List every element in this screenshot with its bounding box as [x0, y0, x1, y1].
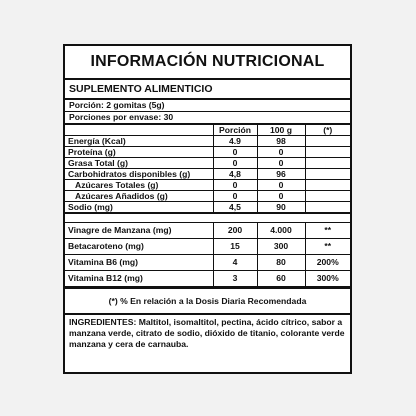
- serving-size: Porción: 2 gomitas (5g): [65, 100, 350, 112]
- nutrient-row: [65, 180, 350, 191]
- nutrient-row: [65, 147, 350, 158]
- nutrient-dv: [305, 169, 350, 180]
- header-dv: (*): [305, 125, 350, 136]
- nutrient-portion: 4,5: [213, 202, 257, 214]
- nutrient-name: Energía (Kcal): [65, 136, 213, 147]
- active-portion: 15: [213, 239, 257, 255]
- ingredients-text: INGREDIENTES: Maltitol, isomaltitol, pectina, ácido cítrico, sabor a manzana verde, citrato de sodio, dióxido de titanio, colorante verde manzana y cera de carnauba.: [69, 317, 345, 349]
- nutrient-name: Sodio (mg): [65, 202, 213, 214]
- nutrient-name: Azúcares Añadidos (g): [65, 191, 213, 202]
- daily-value-footnote: (*) % En relación a la Dosis Diaria Recomendada: [65, 287, 350, 315]
- active-per100: 80: [257, 255, 305, 271]
- nutrient-portion: 0: [213, 180, 257, 191]
- active-row: [65, 255, 350, 271]
- active-name: Vitamina B6 (mg): [65, 255, 213, 271]
- nutrient-per100: 98: [257, 136, 305, 147]
- active-dv: 300%: [305, 271, 350, 287]
- active-portion: 4: [213, 255, 257, 271]
- nutrient-dv: [305, 202, 350, 214]
- nutrient-portion: 0: [213, 191, 257, 202]
- nutrient-per100: 96: [257, 169, 305, 180]
- nutrient-portion: 4.9: [213, 136, 257, 147]
- nutrient-per100: 90: [257, 202, 305, 214]
- nutrient-dv: [305, 158, 350, 169]
- active-name: Betacaroteno (mg): [65, 239, 213, 255]
- section-gap: [65, 214, 350, 223]
- active-dv: 200%: [305, 255, 350, 271]
- nutrient-name: Grasa Total (g): [65, 158, 213, 169]
- nutrient-portion: 4,8: [213, 169, 257, 180]
- nutrient-row: [65, 136, 350, 147]
- active-row: [65, 239, 350, 255]
- nutrient-portion: 0: [213, 147, 257, 158]
- nutrient-name: Carbohidratos disponibles (g): [65, 169, 213, 180]
- active-portion: 200: [213, 223, 257, 239]
- nutrient-portion: 0: [213, 158, 257, 169]
- active-portion: 3: [213, 271, 257, 287]
- nutrient-name: Proteína (g): [65, 147, 213, 158]
- nutrient-row: [65, 202, 350, 214]
- header-empty: [65, 125, 213, 136]
- panel-subtitle: SUPLEMENTO ALIMENTICIO: [65, 80, 350, 100]
- nutrition-facts-panel: [63, 44, 352, 374]
- nutrient-per100: 0: [257, 180, 305, 191]
- header-portion: Porción: [213, 125, 257, 136]
- nutrient-dv: [305, 136, 350, 147]
- servings-per-container: Porciones por envase: 30: [65, 112, 350, 125]
- nutrient-row: [65, 191, 350, 202]
- active-name: Vitamina B12 (mg): [65, 271, 213, 287]
- active-dv: **: [305, 239, 350, 255]
- nutrients-header-row: [65, 125, 350, 136]
- actives-table: [65, 223, 350, 287]
- nutrient-per100: 0: [257, 147, 305, 158]
- header-per100: 100 g: [257, 125, 305, 136]
- nutrient-row: [65, 158, 350, 169]
- nutrient-name: Azúcares Totales (g): [65, 180, 213, 191]
- active-name: Vinagre de Manzana (mg): [65, 223, 213, 239]
- active-row: [65, 223, 350, 239]
- active-per100: 300: [257, 239, 305, 255]
- active-dv: **: [305, 223, 350, 239]
- active-per100: 60: [257, 271, 305, 287]
- nutrient-dv: [305, 180, 350, 191]
- nutrients-table: [65, 125, 350, 214]
- nutrient-dv: [305, 147, 350, 158]
- nutrient-dv: [305, 191, 350, 202]
- nutrient-per100: 0: [257, 191, 305, 202]
- nutrient-per100: 0: [257, 158, 305, 169]
- panel-title: INFORMACIÓN NUTRICIONAL: [65, 46, 350, 80]
- nutrient-row: [65, 169, 350, 180]
- active-row: [65, 271, 350, 287]
- active-per100: 4.000: [257, 223, 305, 239]
